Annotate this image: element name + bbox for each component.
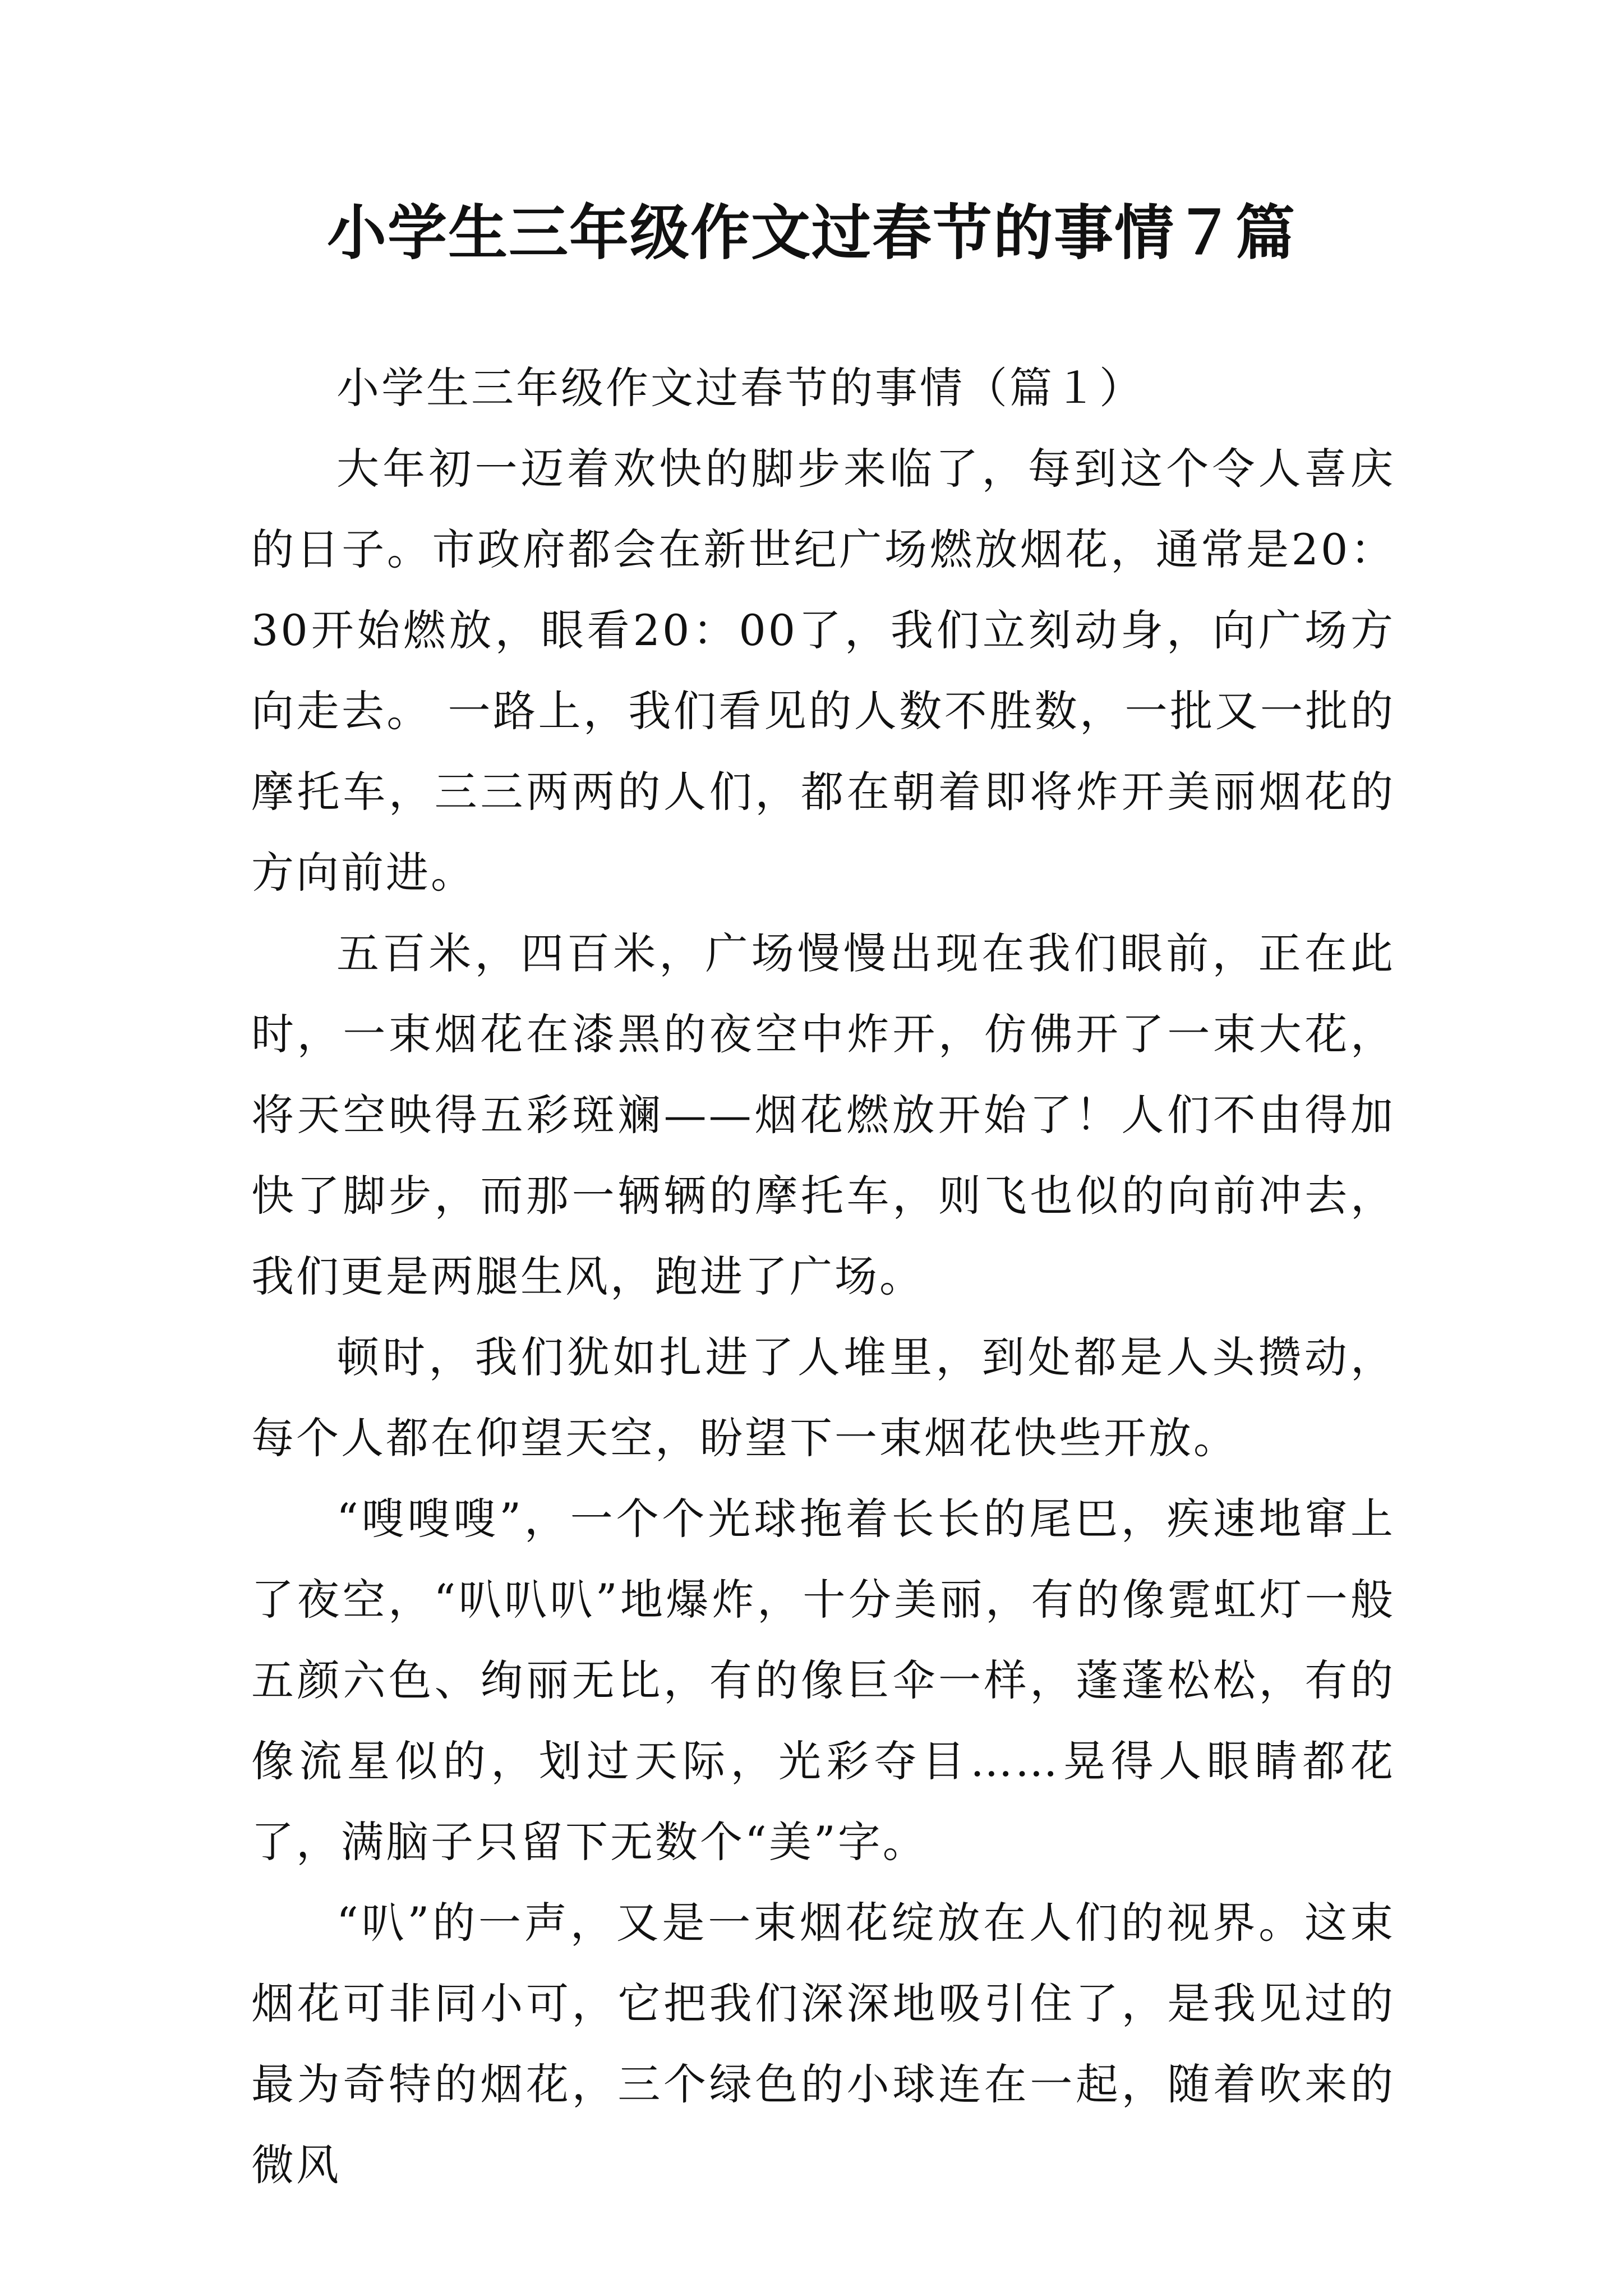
document-title: 小学生三年级作文过春节的事情７篇 — [327, 197, 1296, 268]
paragraph: “叭”的一声，又是一束烟花绽放在人们的视界。这束烟花可非同小可，它把我们深深地吸引住了，是我见过的最为奇特的烟花，三个绿色的小球连在一起，随着吹来的微风 — [251, 1898, 1395, 2190]
paragraph: 五百米，四百米，广场慢慢出现在我们眼前，正在此时，一束烟花在漆黑的夜空中炸开，仿佛开了一束大花，将天空映得五彩斑斓——烟花燃放开始了！人们不由得加快了脚步，而那一辆辆的摩托车，则飞也似的向前冲去，我们更是两腿生风，跑进了广场。 — [251, 928, 1395, 1301]
document-body — [251, 348, 1395, 2206]
section-heading: 小学生三年级作文过春节的事情（篇１） — [336, 363, 1144, 413]
paragraph: 大年初一迈着欢快的脚步来临了，每到这个令人喜庆的日子。市政府都会在新世纪广场燃放烟花，通常是20：30开始燃放，眼看20：00了，我们立刻动身，向广场方向走去。 一路上，我们看见的人数不胜数，一批又一批的摩托车，三三两两的人们，都在朝着即将炸开美丽烟花的方向前进。 — [251, 444, 1395, 898]
paragraph: 顿时，我们犹如扎进了人堆里，到处都是人头攒动，每个人都在仰望天空，盼望下一束烟花快些开放。 — [251, 1332, 1395, 1463]
paragraph: “嗖嗖嗖”，一个个光球拖着长长的尾巴，疾速地窜上了夜空，“叭叭叭”地爆炸，十分美丽，有的像霓虹灯一般五颜六色、绚丽无比，有的像巨伞一样，蓬蓬松松，有的像流星似的，划过天际，光彩夺目……晃得人眼睛都花了，满脑子只留下无数个“美”字。 — [251, 1494, 1395, 1867]
